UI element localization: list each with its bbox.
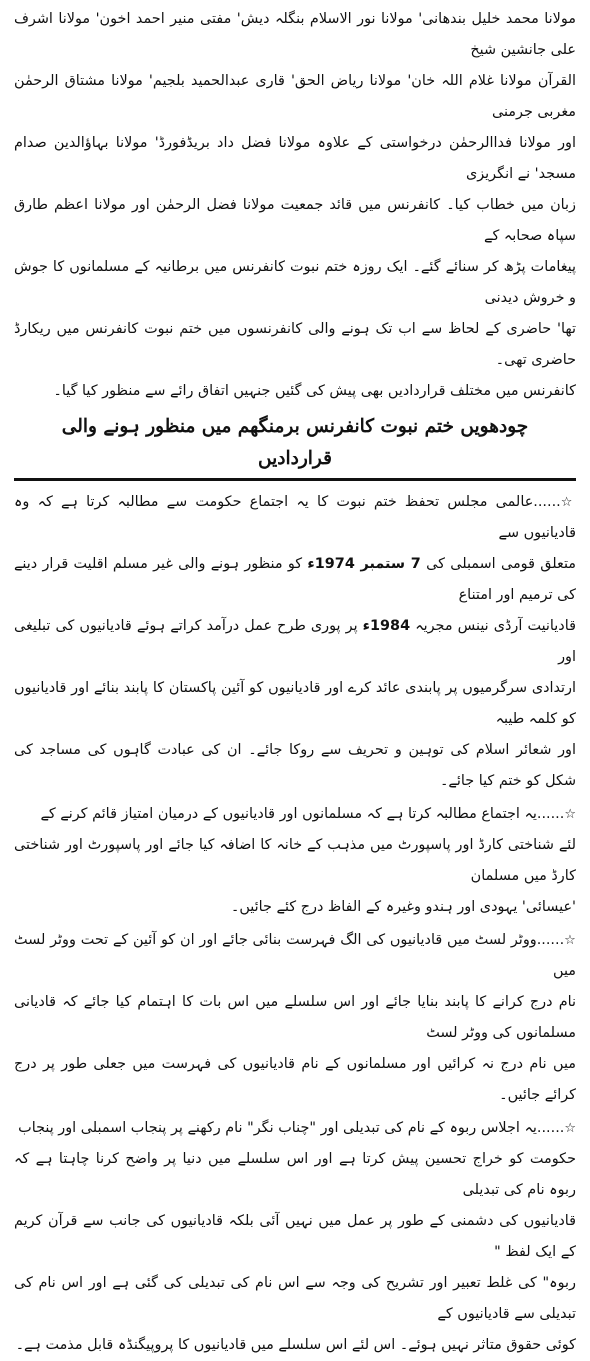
resolution-lead: ......یہ اجتماع مطالبہ کرتا ہے کہ مسلمانوں اور قادیانیوں کے درمیان امتیاز قائم کرنے کے — [40, 806, 565, 822]
intro-line: مولانا محمد خلیل بندھانی' مولانا نور الاسلام بنگلہ دیش' مفتی منیر احمد اخون' مولانا اشرف علی جانشین شیخ — [14, 11, 576, 58]
resolution-lead: ......یہ اجلاس ربوہ کے نام کی تبدیلی اور "چناب نگر" نام رکھنے پر پنجاب اسمبلی اور پنجاب — [18, 1120, 565, 1136]
date-1984: 1984ء — [362, 618, 411, 634]
resolution-line — [14, 611, 576, 673]
resolution-line — [14, 799, 576, 830]
intro-line: اور مولانا فداالرحمٰن درخواستی کے علاوہ مولانا فضل داد بریڈفورڈ' مولانا بہاؤالدین صدام مسجد' نے انگریزی — [14, 135, 576, 182]
resolution-line: نام درج کرانے کا پابند بنایا جائے اور اس سلسلے میں اس بات کا اہتمام کیا جائے کہ قادیانی مسلمانوں کی ووٹر لسٹ — [14, 994, 576, 1041]
resolution-line — [14, 549, 576, 611]
resolution-line: کوئی حقوق متاثر نہیں ہوئے۔ اس لئے اس سلسلے میں قادیانیوں کا پروپیگنڈہ قابل مذمت ہے۔ — [15, 1337, 576, 1353]
resolution-lead: ......عالمی مجلس تحفظ ختم نبوت کا یہ اجتماع حکومت سے مطالبہ کرتا ہے کہ وہ قادیانیوں سے — [14, 494, 576, 541]
intro-line: زبان میں خطاب کیا۔ کانفرنس میں قائد جمعیت مولانا فضل الرحمٰن اور مولانا اعظم طارق سپاہ صحابہ کے — [14, 197, 576, 244]
resolution-line: ربوہ" کی غلط تعبیر اور تشریح کی وجہ سے اس نام کی تبدیلی کی گئی ہے اور اس نام کی تبدیلی سے قادیانیوں کے — [14, 1275, 576, 1322]
resolution-line — [14, 487, 576, 549]
resolution-lead: ......ووٹر لسٹ میں قادیانیوں کی الگ فہرست بنائی جائے اور ان کو آئین کے تحت ووٹر لسٹ میں — [14, 932, 576, 979]
resolution-line: ارتدادی سرگرمیوں پر پابندی عائد کرے اور قادیانیوں کو آئین پاکستان کا پابند بنائے اور قادیانیوں کو کلمہ طیبہ — [14, 680, 576, 727]
intro-line: تھا' حاضری کے لحاظ سے اب تک ہونے والی کانفرنسوں میں ختم نبوت کانفرنس میں ریکارڈ حاضری تھی۔ — [14, 321, 576, 368]
star-icon: ☆ — [564, 933, 577, 948]
intro-paragraph — [14, 4, 576, 407]
resolution-line: اور شعائر اسلام کی توہین و تحریف سے روکا جائے۔ ان کی عبادت گاہوں کی مساجد کی شکل کو ختم کیا جائے۔ — [14, 742, 576, 789]
star-icon: ☆ — [560, 495, 576, 510]
star-icon: ☆ — [564, 807, 576, 822]
resolution-line — [14, 925, 576, 987]
text-run: قادیانیت آرڈی نینس مجریہ — [410, 618, 576, 634]
intro-line: پیغامات پڑھ کر سنائے گئے۔ ایک روزہ ختم نبوت کانفرنس میں برطانیہ کے مسلمانوں کا جوش و خروش دیدنی — [14, 259, 576, 306]
resolution-4 — [14, 1113, 576, 1361]
resolution-line: میں نام درج نہ کرائیں اور مسلمانوں کے نام قادیانیوں کی فہرست میں جعلی طور پر درج کرائے جائیں۔ — [14, 1056, 576, 1103]
resolution-line: 'عیسائی' یہودی اور ہندو وغیرہ کے الفاظ درج کئے جائیں۔ — [230, 899, 576, 915]
section-heading-wrap — [14, 411, 576, 481]
intro-line: کانفرنس میں مختلف قراردادیں بھی پیش کی گئیں جنہیں اتفاق رائے سے منظور کیا گیا۔ — [53, 383, 576, 399]
resolution-line: قادیانیوں کی دشمنی کے طور پر عمل میں نہیں آئی بلکہ قادیانیوں کی جانب سے قرآن کریم کے ایک لفظ " — [14, 1213, 576, 1260]
text-run: متعلق قومی اسمبلی کی — [420, 556, 576, 572]
resolution-line: حکومت کو خراج تحسین پیش کرتا ہے اور اس سلسلے میں دنیا پر واضح کرنا چاہتا ہے کہ ربوہ نام کی تبدیلی — [14, 1151, 576, 1198]
resolution-2 — [14, 799, 576, 923]
text-run: کو منظور ہونے والی غیر مسلم اقلیت قرار دینے کی ترمیم اور امتناع — [14, 556, 576, 603]
resolution-line — [14, 1113, 576, 1144]
star-icon: ☆ — [564, 1121, 576, 1136]
resolution-1 — [14, 487, 576, 797]
date-1974: 7 ستمبر 1974ء — [307, 556, 421, 572]
text-run: پر پوری طرح عمل درآمد کراتے ہوئے قادیانیوں کی تبلیغی اور — [14, 618, 576, 665]
resolution-line: لئے شناختی کارڈ اور پاسپورٹ میں مذہب کے خانہ کا اضافہ کیا جائے اور پاسپورٹ اور شناختی کارڈ میں مسلمان — [14, 837, 576, 884]
resolution-3 — [14, 925, 576, 1111]
intro-line: القرآن مولانا غلام اللہ خان' مولانا ریاض الحق' قاری عبدالحمید بلجیم' مولانا مشتاق الرحمٰن مغربی جرمنی — [14, 73, 576, 120]
section-heading: چودھویں ختم نبوت کانفرنس برمنگھم میں منظور ہونے والی قراردادیں — [14, 411, 576, 481]
